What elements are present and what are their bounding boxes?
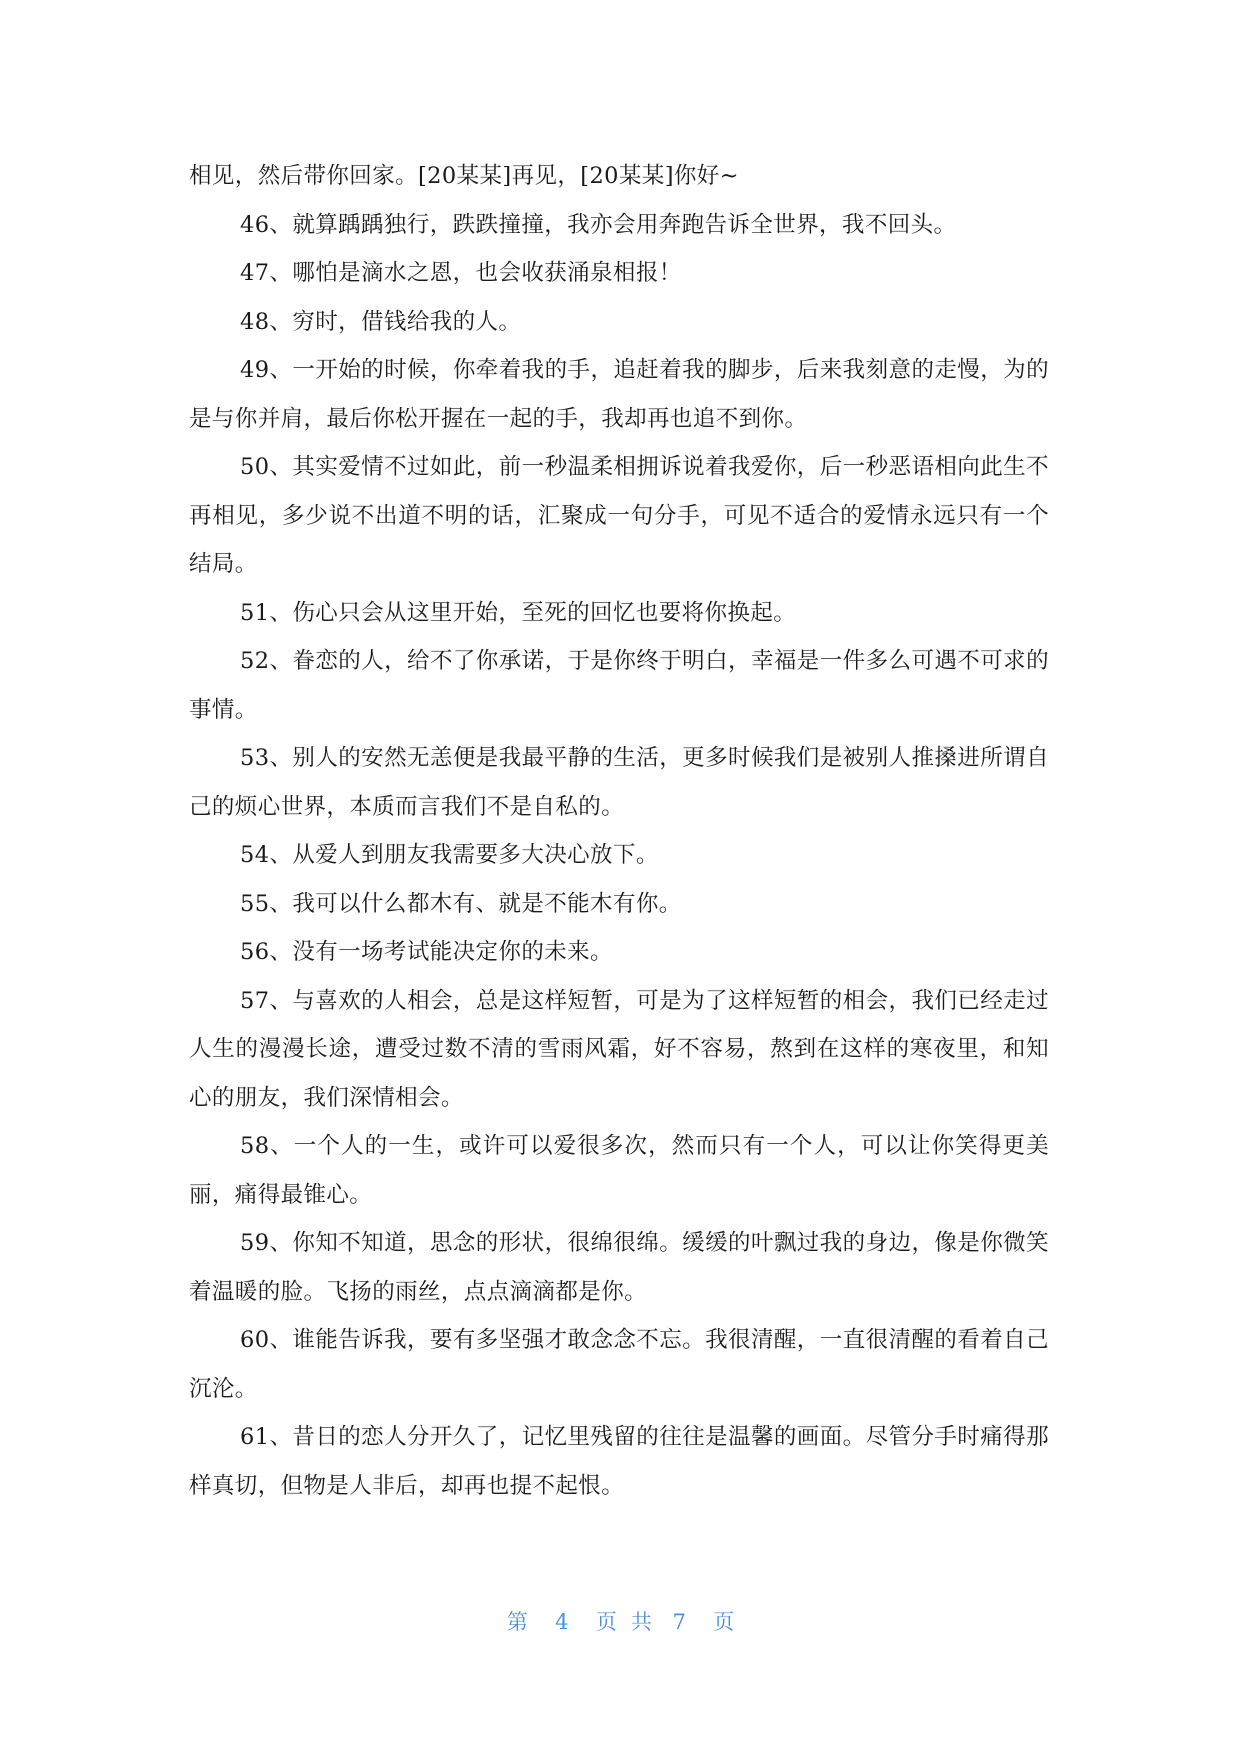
paragraph-50: 50、其实爱情不过如此，前一秒温柔相拥诉说着我爱你，后一秒恶语相向此生不再相见，多少说不出道不明的话，汇聚成一句分手，可见不适合的爱情永远只有一个结局。 [189,454,1049,577]
paragraph-48: 48、穷时，借钱给我的人。 [240,308,522,335]
paragraph-52: 52、眷恋的人，给不了你承诺，于是你终于明白，幸福是一件多么可遇不可求的事情。 [189,648,1049,723]
footer-total-pages: 7 [672,1610,686,1634]
paragraph-49: 49、一开始的时候，你牵着我的手，追赶着我的脚步，后来我刻意的走慢，为的是与你并肩，最后你松开握在一起的手，我却再也追不到你。 [189,357,1049,432]
paragraph-55: 55、我可以什么都木有、就是不能木有你。 [240,890,682,917]
footer-label-page: 第 [506,1610,528,1634]
paragraph-61: 61、昔日的恋人分开久了，记忆里残留的往往是温馨的画面。尽管分手时痛得那样真切，但物是人非后，却再也提不起恨。 [189,1424,1049,1499]
paragraph-60: 60、谁能告诉我，要有多坚强才敢念念不忘。我很清醒，一直很清醒的看着自己沉沦。 [189,1327,1049,1402]
paragraph-57: 57、与喜欢的人相会，总是这样短暂，可是为了这样短暂的相会，我们已经走过人生的漫漫长途，遭受过数不清的雪雨风霜，好不容易，熬到在这样的寒夜里，和知心的朋友，我们深情相会。 [189,987,1049,1111]
footer-label-end: 页 [713,1610,735,1634]
paragraph-53: 53、别人的安然无恙便是我最平静的生活，更多时候我们是被别人推搡进所谓自己的烦心世界，本质而言我们不是自私的。 [189,745,1049,820]
paragraph-54: 54、从爱人到朋友我需要多大决心放下。 [240,842,659,868]
footer-label-of: 页共 [595,1610,666,1634]
footer-current-page: 4 [555,1610,569,1634]
paragraph-51: 51、伤心只会从这里开始，至死的回忆也要将你换起。 [240,599,797,626]
paragraph-59: 59、你知不知道，思念的形状，很绵很绵。缓缓的叶飘过我的身边，像是你微笑着温暖的脸。飞扬的雨丝，点点滴滴都是你。 [189,1230,1049,1305]
paragraph-continuation: 相见，然后带你回家。[20某某]再见，[20某某]你好~ [189,163,739,189]
paragraph-58: 58、一个人的一生，或许可以爱很多次，然而只有一个人，可以让你笑得更美丽，痛得最锥心。 [189,1133,1049,1208]
paragraph-56: 56、没有一场考试能决定你的未来。 [240,939,613,965]
page-footer [0,1606,1241,1636]
paragraph-47: 47、哪怕是滴水之恩，也会收获涌泉相报！ [240,260,682,286]
document-body [189,152,1049,1510]
paragraph-46: 46、就算踽踽独行，跌跌撞撞，我亦会用奔跑告诉全世界，我不回头。 [240,211,957,238]
